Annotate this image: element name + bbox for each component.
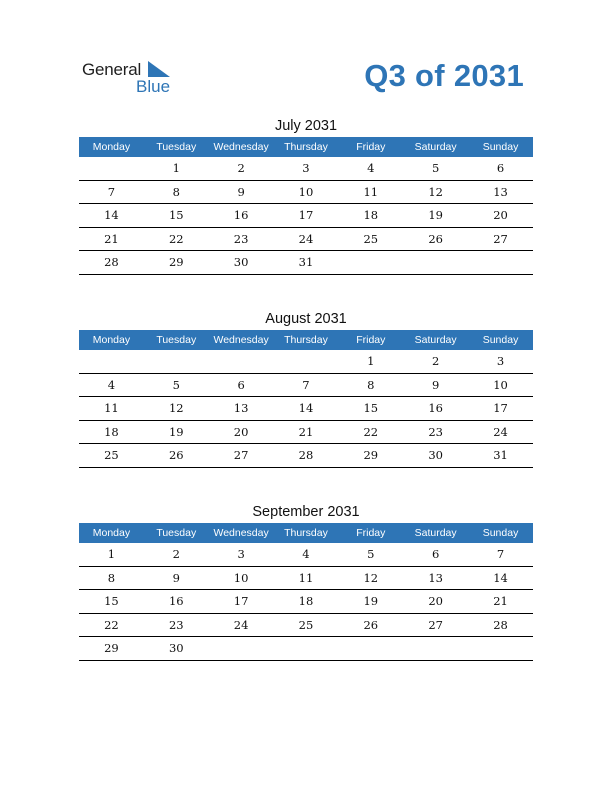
day-cell: 3 (209, 543, 274, 566)
day-cell: 9 (144, 566, 209, 590)
logo (82, 58, 182, 98)
day-cell: 30 (403, 444, 468, 468)
logo-text-general: General (82, 60, 142, 79)
day-cell: 28 (79, 251, 144, 275)
day-cell: 18 (274, 590, 339, 614)
day-cell: 19 (144, 420, 209, 444)
day-cell: 7 (274, 373, 339, 397)
day-cell: 10 (274, 180, 339, 204)
day-cell: 7 (468, 543, 533, 566)
week-row (79, 637, 533, 661)
day-cell: 2 (209, 157, 274, 180)
day-cell (79, 350, 144, 373)
week-row (79, 251, 533, 275)
day-cell: 20 (468, 204, 533, 228)
day-cell: 27 (468, 227, 533, 251)
day-cell: 21 (468, 590, 533, 614)
day-cell: 25 (338, 227, 403, 251)
day-cell: 23 (209, 227, 274, 251)
weekday-header: Wednesday (209, 523, 274, 543)
day-cell: 22 (338, 420, 403, 444)
day-cell: 6 (209, 373, 274, 397)
day-cell: 14 (274, 397, 339, 421)
week-row (79, 373, 533, 397)
day-cell: 20 (403, 590, 468, 614)
week-row (79, 204, 533, 228)
logo-flag-icon (148, 61, 172, 79)
day-cell: 16 (209, 204, 274, 228)
day-cell: 9 (403, 373, 468, 397)
day-cell: 20 (209, 420, 274, 444)
day-cell: 12 (338, 566, 403, 590)
quarter-title: Q3 of 2031 (364, 58, 524, 93)
day-cell: 5 (338, 543, 403, 566)
day-cell: 26 (338, 613, 403, 637)
day-cell: 29 (338, 444, 403, 468)
day-cell: 25 (79, 444, 144, 468)
day-cell: 15 (144, 204, 209, 228)
day-cell: 6 (468, 157, 533, 180)
day-cell: 11 (274, 566, 339, 590)
day-cell: 5 (403, 157, 468, 180)
day-cell: 29 (144, 251, 209, 275)
month-title: August 2031 (265, 311, 347, 327)
day-cell: 15 (338, 397, 403, 421)
day-cell: 30 (144, 637, 209, 661)
day-cell: 11 (79, 397, 144, 421)
day-cell: 30 (209, 251, 274, 275)
day-cell: 22 (79, 613, 144, 637)
day-cell: 8 (79, 566, 144, 590)
day-cell (403, 637, 468, 661)
weekday-header: Saturday (403, 523, 468, 543)
day-cell: 14 (79, 204, 144, 228)
week-row (79, 397, 533, 421)
day-cell: 5 (144, 373, 209, 397)
day-cell: 19 (338, 590, 403, 614)
day-cell (468, 637, 533, 661)
month-title: July 2031 (274, 118, 338, 134)
day-cell: 31 (468, 444, 533, 468)
week-row (79, 543, 533, 566)
weekday-header: Sunday (468, 523, 533, 543)
day-cell: 31 (274, 251, 339, 275)
day-cell (79, 157, 144, 180)
day-cell: 13 (403, 566, 468, 590)
weekday-header: Wednesday (209, 330, 274, 350)
day-cell: 4 (79, 373, 144, 397)
logo-text-blue: Blue (136, 77, 171, 96)
day-cell: 24 (209, 613, 274, 637)
day-cell: 3 (468, 350, 533, 373)
month-table (79, 330, 533, 468)
week-row (79, 590, 533, 614)
month-calendar (79, 116, 533, 275)
day-cell: 8 (338, 373, 403, 397)
day-cell: 23 (144, 613, 209, 637)
day-cell: 27 (209, 444, 274, 468)
weekday-header: Thursday (274, 523, 339, 543)
day-cell: 28 (468, 613, 533, 637)
day-cell: 1 (144, 157, 209, 180)
weekday-header: Thursday (274, 137, 339, 157)
weekday-header: Tuesday (144, 137, 209, 157)
week-row (79, 613, 533, 637)
week-row (79, 157, 533, 180)
week-row (79, 566, 533, 590)
month-calendar (79, 502, 533, 661)
day-cell: 8 (144, 180, 209, 204)
day-cell: 21 (274, 420, 339, 444)
day-cell: 27 (403, 613, 468, 637)
day-cell: 17 (468, 397, 533, 421)
day-cell: 29 (79, 637, 144, 661)
day-cell (274, 350, 339, 373)
day-cell: 23 (403, 420, 468, 444)
day-cell (403, 251, 468, 275)
week-row (79, 180, 533, 204)
day-cell: 1 (79, 543, 144, 566)
day-cell (468, 251, 533, 275)
day-cell: 13 (468, 180, 533, 204)
day-cell (338, 251, 403, 275)
weekday-header: Wednesday (209, 137, 274, 157)
day-cell: 10 (468, 373, 533, 397)
day-cell: 1 (338, 350, 403, 373)
weekday-header: Monday (79, 523, 144, 543)
weekday-header: Saturday (403, 137, 468, 157)
month-table (79, 137, 533, 275)
day-cell: 4 (274, 543, 339, 566)
day-cell: 16 (144, 590, 209, 614)
day-cell: 14 (468, 566, 533, 590)
day-cell: 10 (209, 566, 274, 590)
day-cell: 2 (144, 543, 209, 566)
day-cell: 19 (403, 204, 468, 228)
day-cell: 24 (274, 227, 339, 251)
weekday-header: Sunday (468, 330, 533, 350)
weekday-header-row (79, 330, 533, 350)
month-calendar (79, 309, 533, 468)
weekday-header: Friday (338, 137, 403, 157)
month-table (79, 523, 533, 661)
day-cell: 21 (79, 227, 144, 251)
week-row (79, 444, 533, 468)
weekday-header: Thursday (274, 330, 339, 350)
weekday-header: Friday (338, 330, 403, 350)
week-row (79, 227, 533, 251)
day-cell: 11 (338, 180, 403, 204)
week-row (79, 350, 533, 373)
day-cell: 13 (209, 397, 274, 421)
day-cell: 4 (338, 157, 403, 180)
day-cell: 26 (403, 227, 468, 251)
day-cell: 24 (468, 420, 533, 444)
weekday-header: Tuesday (144, 523, 209, 543)
day-cell: 3 (274, 157, 339, 180)
day-cell: 25 (274, 613, 339, 637)
day-cell (144, 350, 209, 373)
day-cell: 7 (79, 180, 144, 204)
weekday-header: Saturday (403, 330, 468, 350)
weekday-header: Monday (79, 137, 144, 157)
day-cell (209, 637, 274, 661)
weekday-header: Monday (79, 330, 144, 350)
week-row (79, 420, 533, 444)
day-cell: 9 (209, 180, 274, 204)
day-cell: 12 (144, 397, 209, 421)
day-cell (338, 637, 403, 661)
day-cell: 17 (209, 590, 274, 614)
month-title: September 2031 (252, 504, 360, 520)
day-cell: 26 (144, 444, 209, 468)
weekday-header: Friday (338, 523, 403, 543)
day-cell: 15 (79, 590, 144, 614)
weekday-header-row (79, 137, 533, 157)
weekday-header: Tuesday (144, 330, 209, 350)
day-cell: 18 (79, 420, 144, 444)
day-cell: 22 (144, 227, 209, 251)
weekday-header-row (79, 523, 533, 543)
day-cell: 12 (403, 180, 468, 204)
day-cell: 16 (403, 397, 468, 421)
day-cell (274, 637, 339, 661)
day-cell (209, 350, 274, 373)
weekday-header: Sunday (468, 137, 533, 157)
day-cell: 17 (274, 204, 339, 228)
day-cell: 28 (274, 444, 339, 468)
day-cell: 6 (403, 543, 468, 566)
day-cell: 2 (403, 350, 468, 373)
day-cell: 18 (338, 204, 403, 228)
